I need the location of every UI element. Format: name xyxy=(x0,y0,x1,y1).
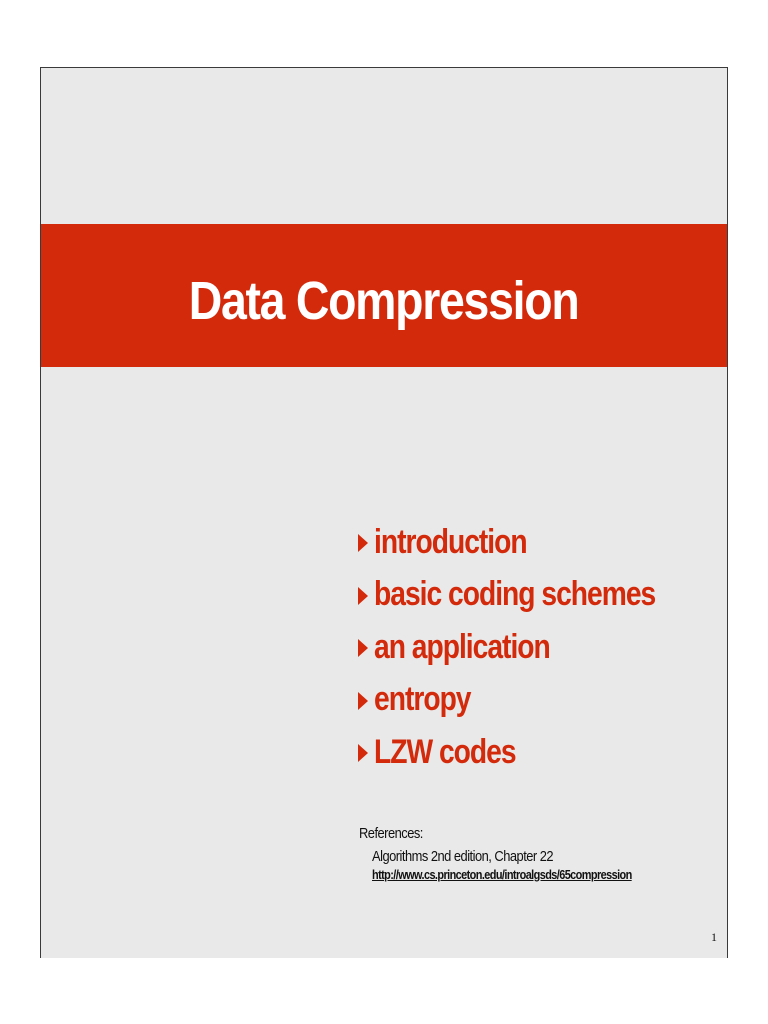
toc-item-label: entropy xyxy=(374,680,471,719)
toc-item-label: LZW codes xyxy=(374,732,516,771)
slide-title: Data Compression xyxy=(189,270,579,331)
toc-item-label: introduction xyxy=(374,522,527,561)
page-number: 1 xyxy=(711,930,717,944)
reference-book: Algorithms 2nd edition, Chapter 22 xyxy=(372,848,554,865)
title-band xyxy=(41,224,727,367)
slide xyxy=(40,67,728,958)
toc-item-introduction xyxy=(358,516,713,569)
triangle-bullet-icon xyxy=(358,587,368,605)
toc-item-lzw-codes xyxy=(358,726,713,779)
references-heading: References: xyxy=(359,825,423,842)
triangle-bullet-icon xyxy=(358,744,368,762)
table-of-contents xyxy=(358,516,713,779)
triangle-bullet-icon xyxy=(358,534,368,552)
toc-item-an-application xyxy=(358,621,713,674)
toc-item-entropy xyxy=(358,674,713,727)
toc-item-label: basic coding schemes xyxy=(374,575,656,614)
triangle-bullet-icon xyxy=(358,639,368,657)
toc-item-label: an application xyxy=(374,627,550,666)
triangle-bullet-icon xyxy=(358,692,368,710)
toc-item-basic-coding-schemes xyxy=(358,569,713,622)
reference-link[interactable]: http://www.cs.princeton.edu/introalgsds/65compression xyxy=(372,867,632,882)
references xyxy=(359,825,681,882)
